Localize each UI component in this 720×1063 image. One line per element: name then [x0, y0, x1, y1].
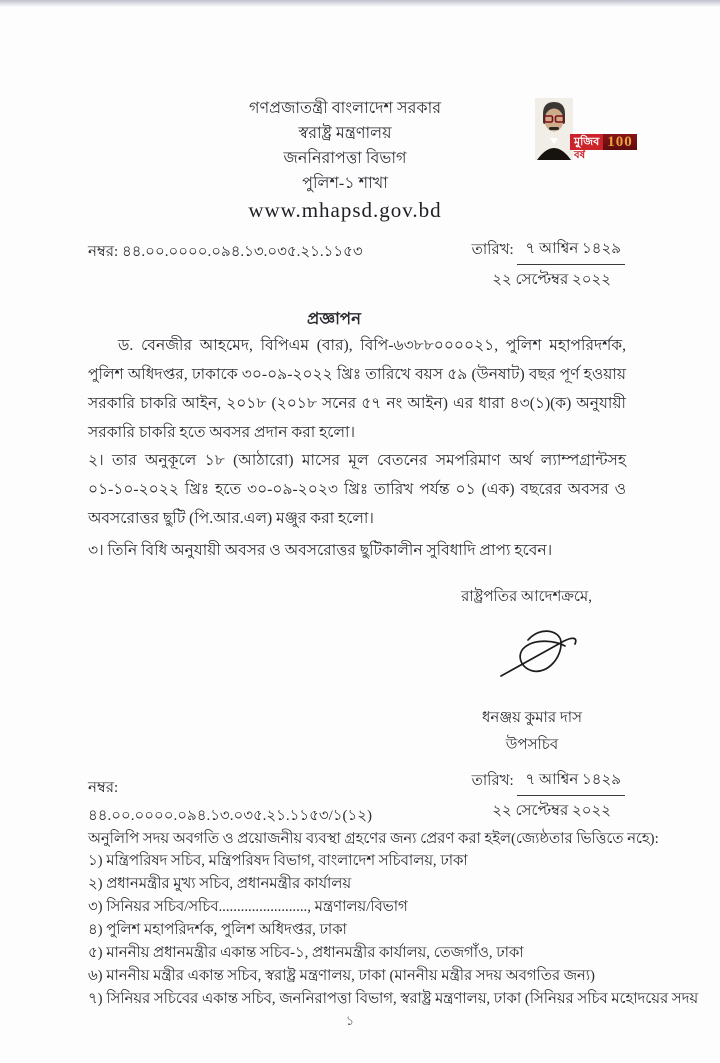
date-label: তারিখ:: [471, 242, 514, 258]
distribution-item: ৬) মাননীয় মন্ত্রীর একান্ত সচিব, স্বরাষ্ট্র মন্ত্রণালয়, ঢাকা (মাননীয় মন্ত্রীর সদয় অবগতির জন্য): [88, 968, 595, 984]
date-gregorian: ২২ সেপ্টেম্বর ২০২২: [492, 803, 611, 819]
distribution-item: ৫) মাননীয় প্রধানমন্ত্রীর একান্ত সচিব-১, প্রধানমন্ত্রীর কার্যালয়, তেজগাঁও, ঢাকা: [88, 945, 524, 961]
distribution-item: ৩) সিনিয়র সচিব/সচিব........................, মন্ত্রণালয়/বিভাগ: [88, 899, 408, 915]
distribution-intro: অনুলিপি সদয় অবগতি ও প্রয়োজনীয় ব্যবস্থা গ্রহণের জন্য প্রেরণ করা হইল(জ্যেষ্ঠতার ভিত্তিতে নহে):: [88, 831, 659, 847]
division-name: জননিরাপত্তা বিভাগ: [283, 150, 407, 167]
distribution-item: ১) মন্ত্রিপরিষদ সচিব, মন্ত্রিপরিষদ বিভাগ, বাংলাদেশ সচিবালয়, ঢাকা: [88, 853, 468, 869]
date-gregorian: ২২ সেপ্টেম্বর ২০২২: [492, 272, 611, 288]
memo-number-value: ৪৪.০০.০০০০.০৯৪.১৩.০৩৫.২১.১১৫৩: [121, 244, 363, 260]
signatory-designation: উপসচিব: [505, 737, 559, 753]
mujib-logo-text: [570, 134, 637, 162]
copy-number-label: নম্বর:: [88, 780, 119, 796]
memo-number-label: নম্বর:: [88, 244, 119, 260]
government-name: গণপ্রজাতন্ত্রী বাংলাদেশ সরকার: [248, 100, 442, 117]
borsho-word: বর্ষ: [574, 150, 586, 161]
page-number: ১: [345, 1013, 355, 1028]
date-bangla: ৭ আশ্বিন ১৪২৯: [517, 237, 625, 265]
copy-date-block: [472, 768, 625, 824]
distribution-item: ৭) সিনিয়র সচিবের একান্ত সচিব, জননিরাপত্তা বিভাগ, স্বরাষ্ট্র মন্ত্রণালয়, ঢাকা (সিনিয়র সচিব মহোদয়ের সদয়: [88, 991, 699, 1007]
paragraph-1: ড. বেনজীর আহমেদ, বিপিএম (বার), বিপি-৬৩৮৮০০০০২১, পুলিশ মহাপরিদর্শক, পুলিশ অধিদপ্তর, ঢাকাকে ৩০-০৯-২০২২ খ্রিঃ তারিখে বয়স ৫৯ (উনষাট) বছর পূর্ণ হওয়ায় সরকারি চাকরি আইন, ২০১৮ (২০১৮ সনের ৫৭ নং আইন) এর ধারা ৪৩(১)(ক) অনুযায়ী সরকারি চাকরি হতে অবসর প্রদান করা হলো।: [88, 337, 626, 441]
mujib-portrait-icon: [535, 98, 573, 160]
memo-date-block: [472, 237, 625, 293]
ministry-name: স্বরাষ্ট্র মন্ত্রণালয়: [298, 125, 392, 142]
date-bangla: ৭ আশ্বিন ১৪২৯: [517, 768, 625, 796]
distribution-list: [88, 850, 708, 1011]
paragraph-3: ৩। তিনি বিধি অনুযায়ী অবসর ও অবসরোত্তর ছুটিকালীন সুবিধাদি প্রাপ্য হবেন।: [88, 542, 553, 559]
mujib-borsho-logo: [535, 98, 653, 168]
copy-number-value: ৪৪.০০.০০০০.০৯৪.১৩.০৩৫.২১.১১৫৩/১(১২): [88, 808, 372, 824]
photo-top-edge: [0, 0, 720, 7]
distribution-item: ৪) পুলিশ মহাপরিদর্শক, পুলিশ অধিদপ্তর, ঢাকা: [88, 922, 347, 938]
mujib-word: মুজিব: [570, 134, 603, 150]
signature-scribble: [498, 624, 582, 686]
signatory-name: ধনঞ্জয় কুমার দাস: [481, 710, 583, 726]
memo-number-line: [88, 240, 363, 265]
by-order-line: রাষ্ট্রপতির আদেশক্রমে,: [461, 589, 592, 605]
distribution-item: ২) প্রধানমন্ত্রীর মুখ্য সচিব, প্রধানমন্ত্রীর কার্যালয়: [88, 876, 352, 892]
date-label: তারিখ:: [471, 773, 514, 789]
branch-name: পুলিশ-১ শাখা: [302, 175, 388, 192]
paragraph-2: ২। তার অনুকূলে ১৮ (আঠারো) মাসের মূল বেতনের সমপরিমাণ অর্থ ল্যাম্পগ্রান্টসহ ০১-১০-২০২২ খ্রিঃ হতে ৩০-০৯-২০২৩ খ্রিঃ তারিখ পর্যন্ত ০১ (এক) বছরের অবসর ও অবসরোত্তর ছুটি (পি.আর.এল) মঞ্জুর করা হলো।: [88, 452, 626, 527]
mujib-100-number: 100: [603, 134, 637, 150]
memo-title: প্রজ্ঞাপন: [307, 309, 361, 328]
website-url: www.mhapsd.gov.bd: [248, 198, 442, 222]
